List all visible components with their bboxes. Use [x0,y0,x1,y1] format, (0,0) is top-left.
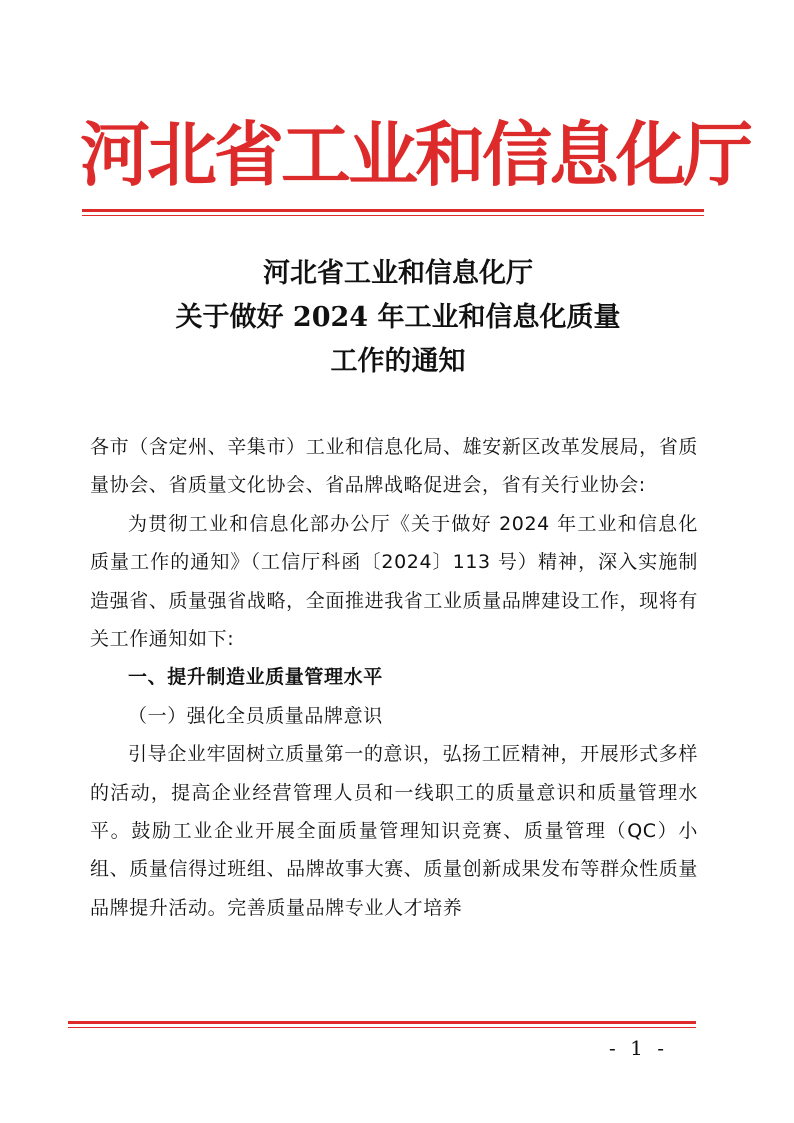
subsection-1-heading: （一）强化全员质量品牌意识 [128,704,383,727]
footer-divider-thick [68,1021,696,1024]
footer-divider-thin [68,1027,696,1028]
section-1-heading: 一、提升制造业质量管理水平 [128,666,383,689]
letterhead-divider-thin [82,215,704,216]
document-body [90,428,698,927]
title-line-1: 河北省工业和信息化厅 [263,258,533,289]
letterhead-title: 河北省工业和信息化厅 [80,114,750,196]
intro-paragraph: 为贯彻工业和信息化部办公厅《关于做好 2024 年工业和信息化质量工作的通知》（工信厅科函〔2024〕113 号）精神，深入实施制造强省、质量强省战略，全面推进我省工业质量品牌建设工作，现将有关工作通知如下: [90,512,698,651]
subsection-1-paragraph: 引导企业牢固树立质量第一的意识，弘扬工匠精神，开展形式多样的活动，提高企业经营管理人员和一线职工的质量意识和质量管理水平。鼓励工业企业开展全面质量管理知识竞赛、质量管理（QC）小组、质量信得过班组、品牌故事大赛、质量创新成果发布等群众性质量品牌提升活动。完善质量品牌专业人才培养 [90,743,698,919]
page-number: - 1 - [609,1036,668,1060]
title-line-2: 关于做好 2024 年工业和信息化质量 [175,302,621,333]
addressee-paragraph: 各市（含定州、辛集市）工业和信息化局、雄安新区改革发展局，省质量协会、省质量文化协会、省品牌战略促进会，省有关行业协会: [90,436,698,497]
title-line-3: 工作的通知 [330,346,466,377]
document-title [80,252,716,384]
letterhead-divider-thick [82,209,704,212]
